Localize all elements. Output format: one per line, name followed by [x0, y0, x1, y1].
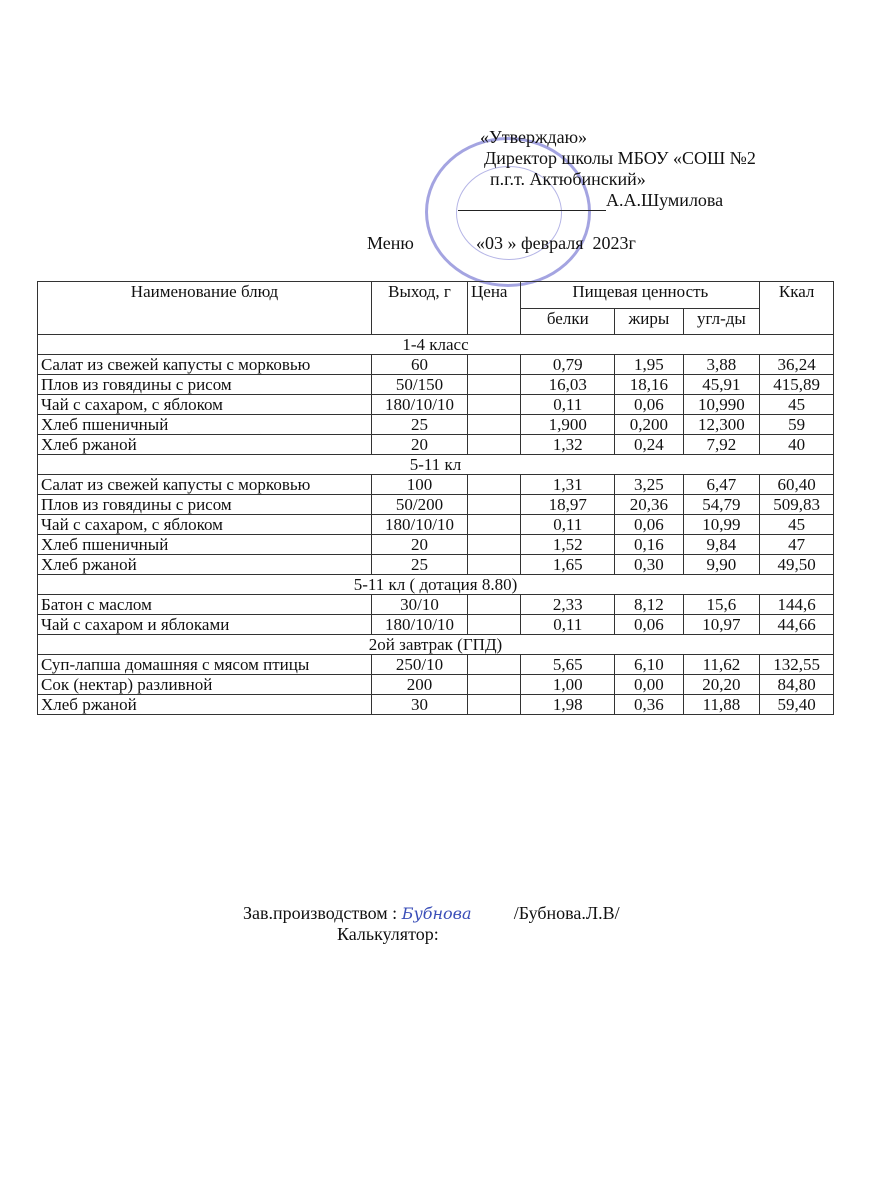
- dish-fat: 0,30: [615, 555, 683, 575]
- production-label: Зав.производством :: [243, 903, 398, 923]
- section-row: [38, 335, 834, 355]
- dish-price: [468, 595, 521, 615]
- dish-price: [468, 655, 521, 675]
- dish-name: Чай с сахаром и яблоками: [38, 615, 372, 635]
- dish-name: Суп-лапша домашняя с мясом птицы: [38, 655, 372, 675]
- dish-yield: 250/10: [371, 655, 467, 675]
- dish-yield: 20: [371, 535, 467, 555]
- dish-fat: 0,200: [615, 415, 683, 435]
- dish-name: Сок (нектар) разливной: [38, 675, 372, 695]
- approval-position: Директор школы МБОУ «СОШ №2: [484, 148, 756, 168]
- table-row: [38, 415, 834, 435]
- calculator-label: Калькулятор:: [337, 924, 439, 944]
- table-row: [38, 475, 834, 495]
- dish-carbs: 9,84: [683, 535, 760, 555]
- dish-name: Хлеб пшеничный: [38, 535, 372, 555]
- section-title: 5-11 кл: [38, 455, 834, 475]
- dish-name: Салат из свежей капусты с морковью: [38, 475, 372, 495]
- column-header-kcal: Ккал: [760, 282, 834, 335]
- signature-blank: [458, 194, 606, 211]
- dish-kcal: 49,50: [760, 555, 834, 575]
- dish-fat: 0,24: [615, 435, 683, 455]
- dish-kcal: 44,66: [760, 615, 834, 635]
- approval-heading: «Утверждаю»: [480, 127, 588, 147]
- approval-block: [480, 127, 756, 211]
- dish-fat: 0,06: [615, 515, 683, 535]
- dish-carbs: 9,90: [683, 555, 760, 575]
- dish-kcal: 132,55: [760, 655, 834, 675]
- dish-yield: 30/10: [371, 595, 467, 615]
- dish-kcal: 144,6: [760, 595, 834, 615]
- column-header-yield: Выход, г: [371, 282, 467, 335]
- dish-kcal: 59: [760, 415, 834, 435]
- dish-fat: 20,36: [615, 495, 683, 515]
- dish-protein: 1,31: [521, 475, 615, 495]
- dish-price: [468, 555, 521, 575]
- section-row: [38, 455, 834, 475]
- section-row: [38, 635, 834, 655]
- dish-carbs: 45,91: [683, 375, 760, 395]
- dish-fat: 6,10: [615, 655, 683, 675]
- dish-name: Чай с сахаром, с яблоком: [38, 515, 372, 535]
- table-row: [38, 395, 834, 415]
- dish-yield: 50/200: [371, 495, 467, 515]
- dish-price: [468, 675, 521, 695]
- dish-kcal: 59,40: [760, 695, 834, 715]
- dish-protein: 16,03: [521, 375, 615, 395]
- dish-name: Хлеб пшеничный: [38, 415, 372, 435]
- dish-yield: 180/10/10: [371, 615, 467, 635]
- section-title: 2ой завтрак (ГПД): [38, 635, 834, 655]
- dish-fat: 1,95: [615, 355, 683, 375]
- dish-protein: 2,33: [521, 595, 615, 615]
- dish-price: [468, 375, 521, 395]
- table-row: [38, 375, 834, 395]
- dish-name: Хлеб ржаной: [38, 555, 372, 575]
- dish-protein: 18,97: [521, 495, 615, 515]
- column-header-name: Наименование блюд: [38, 282, 372, 335]
- dish-name: Плов из говядины с рисом: [38, 495, 372, 515]
- dish-carbs: 6,47: [683, 475, 760, 495]
- dish-yield: 100: [371, 475, 467, 495]
- dish-name: Хлеб ржаной: [38, 435, 372, 455]
- dish-protein: 1,98: [521, 695, 615, 715]
- dish-price: [468, 615, 521, 635]
- dish-fat: 0,06: [615, 395, 683, 415]
- dish-price: [468, 495, 521, 515]
- dish-kcal: 415,89: [760, 375, 834, 395]
- table-row: [38, 615, 834, 635]
- production-manager-line: [243, 903, 620, 924]
- dish-yield: 50/150: [371, 375, 467, 395]
- dish-kcal: 45: [760, 515, 834, 535]
- section-row: [38, 575, 834, 595]
- section-title: 5-11 кл ( дотация 8.80): [38, 575, 834, 595]
- dish-name: Плов из говядины с рисом: [38, 375, 372, 395]
- table-row: [38, 435, 834, 455]
- dish-kcal: 60,40: [760, 475, 834, 495]
- approval-signature-line: [458, 190, 756, 211]
- dish-price: [468, 515, 521, 535]
- menu-table-body: [38, 335, 834, 715]
- dish-protein: 0,79: [521, 355, 615, 375]
- dish-price: [468, 535, 521, 555]
- dish-yield: 30: [371, 695, 467, 715]
- column-header-nutrition: Пищевая ценность: [521, 282, 760, 309]
- dish-kcal: 47: [760, 535, 834, 555]
- dish-carbs: 12,300: [683, 415, 760, 435]
- dish-protein: 1,65: [521, 555, 615, 575]
- dish-price: [468, 395, 521, 415]
- dish-yield: 25: [371, 415, 467, 435]
- dish-price: [468, 355, 521, 375]
- dish-protein: 5,65: [521, 655, 615, 675]
- dish-price: [468, 475, 521, 495]
- dish-price: [468, 435, 521, 455]
- table-row: [38, 595, 834, 615]
- dish-kcal: 36,24: [760, 355, 834, 375]
- dish-carbs: 10,990: [683, 395, 760, 415]
- dish-name: Хлеб ржаной: [38, 695, 372, 715]
- section-title: 1-4 класс: [38, 335, 834, 355]
- column-header-price: Цена: [468, 282, 521, 335]
- dish-yield: 180/10/10: [371, 515, 467, 535]
- table-row: [38, 495, 834, 515]
- dish-yield: 180/10/10: [371, 395, 467, 415]
- dish-price: [468, 695, 521, 715]
- dish-kcal: 84,80: [760, 675, 834, 695]
- dish-kcal: 40: [760, 435, 834, 455]
- dish-carbs: 10,99: [683, 515, 760, 535]
- dish-carbs: 7,92: [683, 435, 760, 455]
- dish-fat: 8,12: [615, 595, 683, 615]
- dish-yield: 20: [371, 435, 467, 455]
- dish-carbs: 3,88: [683, 355, 760, 375]
- table-row: [38, 535, 834, 555]
- dish-kcal: 509,83: [760, 495, 834, 515]
- menu-title: Меню: [367, 233, 414, 253]
- dish-protein: 1,900: [521, 415, 615, 435]
- dish-carbs: 11,62: [683, 655, 760, 675]
- dish-protein: 1,32: [521, 435, 615, 455]
- column-header-fat: жиры: [615, 308, 683, 335]
- dish-protein: 0,11: [521, 395, 615, 415]
- production-signature: Бубнова: [401, 904, 472, 923]
- column-header-protein: белки: [521, 308, 615, 335]
- dish-kcal: 45: [760, 395, 834, 415]
- production-name: /Бубнова.Л.В/: [513, 903, 620, 923]
- table-row: [38, 675, 834, 695]
- dish-carbs: 15,6: [683, 595, 760, 615]
- dish-protein: 1,52: [521, 535, 615, 555]
- dish-name: Салат из свежей капусты с морковью: [38, 355, 372, 375]
- dish-carbs: 54,79: [683, 495, 760, 515]
- dish-fat: 0,36: [615, 695, 683, 715]
- dish-fat: 3,25: [615, 475, 683, 495]
- dish-fat: 0,16: [615, 535, 683, 555]
- approval-school: п.г.т. Актюбинский»: [490, 169, 646, 189]
- table-row: [38, 355, 834, 375]
- dish-fat: 0,00: [615, 675, 683, 695]
- dish-name: Батон с маслом: [38, 595, 372, 615]
- dish-carbs: 10,97: [683, 615, 760, 635]
- table-row: [38, 555, 834, 575]
- table-header-row: [38, 282, 834, 309]
- dish-yield: 60: [371, 355, 467, 375]
- approval-name: А.А.Шумилова: [606, 190, 724, 210]
- dish-name: Чай с сахаром, с яблоком: [38, 395, 372, 415]
- dish-fat: 0,06: [615, 615, 683, 635]
- table-row: [38, 695, 834, 715]
- dish-fat: 18,16: [615, 375, 683, 395]
- menu-date: «03 » февраля 2023г: [476, 233, 636, 253]
- column-header-carbs: угл-ды: [683, 308, 760, 335]
- dish-price: [468, 415, 521, 435]
- table-row: [38, 655, 834, 675]
- dish-protein: 0,11: [521, 515, 615, 535]
- dish-protein: 1,00: [521, 675, 615, 695]
- dish-carbs: 20,20: [683, 675, 760, 695]
- table-row: [38, 515, 834, 535]
- dish-carbs: 11,88: [683, 695, 760, 715]
- dish-yield: 25: [371, 555, 467, 575]
- dish-yield: 200: [371, 675, 467, 695]
- dish-protein: 0,11: [521, 615, 615, 635]
- menu-table: [37, 281, 834, 715]
